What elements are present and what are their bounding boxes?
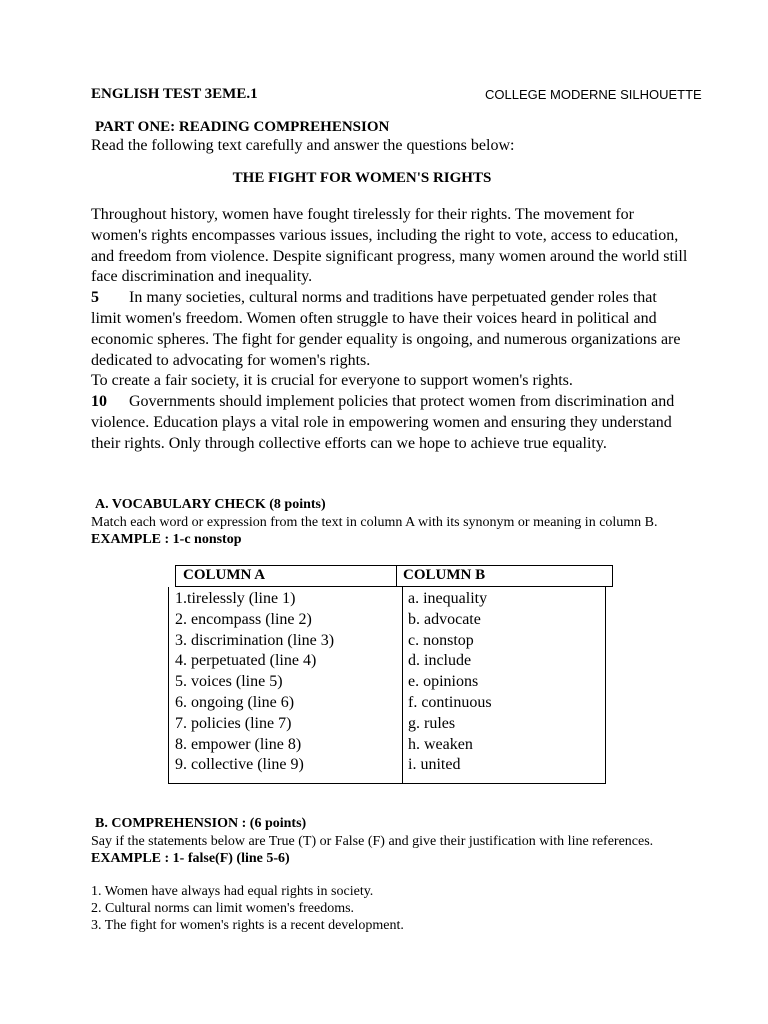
statement-item: 1. Women have always had equal rights in society.	[91, 884, 374, 899]
column-b-item: g. rules	[408, 714, 456, 732]
part-one-title: PART ONE: READING COMPREHENSION	[95, 119, 390, 135]
comprehension-instruction: Say if the statements below are True (T) or False (F) and give their justification with line references. EXAMPLE : 1- false(F) (line 5-6)	[91, 834, 654, 866]
column-a-item: 8. empower (line 8)	[175, 735, 302, 753]
column-a-item: 5. voices (line 5)	[175, 673, 283, 691]
column-a-item: 7. policies (line 7)	[175, 714, 292, 732]
vocabulary-example: EXAMPLE : 1-c nonstop	[91, 532, 242, 547]
column-a-item: 1.tirelessly (line 1)	[175, 590, 296, 607]
column-b	[402, 587, 606, 784]
line-number: 5	[91, 289, 99, 307]
line-number: 10	[91, 393, 107, 411]
column-a-item: 2. encompass (line 2)	[175, 610, 312, 628]
comprehension-example: EXAMPLE : 1- false(F) (line 5-6)	[91, 851, 290, 866]
school-name: COLLEGE MODERNE SILHOUETTE	[485, 87, 702, 102]
test-title: ENGLISH TEST 3EME.1	[91, 86, 258, 102]
part-one-instruction: Read the following text carefully and answer the questions below:	[91, 137, 515, 154]
column-b-item: f. continuous	[408, 693, 492, 711]
column-a-item: 4. perpetuated (line 4)	[175, 652, 317, 670]
column-a	[168, 587, 403, 784]
vocabulary-table	[168, 565, 613, 784]
column-b-item: c. nonstop	[408, 631, 474, 649]
column-b-item: a. inequality	[408, 590, 488, 607]
statement-item: 3. The fight for women's rights is a recent development.	[91, 918, 404, 933]
passage-title: THE FIGHT FOR WOMEN'S RIGHTS	[232, 170, 492, 186]
column-b-item: e. opinions	[408, 673, 479, 691]
passage-paragraph-4: 10 Governments should implement policies that protect women from discrimination and violence. Education plays a vital role in empowering women and ensuring they understand their rights. Only through collective efforts can we hope to achieve true equality.	[91, 393, 675, 452]
passage-paragraph-3: To create a fair society, it is crucial for everyone to support women's rights.	[91, 372, 573, 390]
statement-item: 2. Cultural norms can limit women's freedoms.	[91, 901, 355, 916]
column-b-item: h. weaken	[408, 735, 473, 753]
column-a-item: 3. discrimination (line 3)	[175, 631, 335, 649]
column-b-item: d. include	[408, 652, 472, 670]
passage-paragraph-1: Throughout history, women have fought tirelessly for their rights. The movement for women's rights encompasses various issues, including the right to vote, access to education, and freedom from violence. Despite significant progress, many women around the world still face discrimination and inequality.	[91, 206, 688, 286]
vocabulary-instruction: Match each word or expression from the text in column A with its synonym or meaning in column B. EXAMPLE : 1-c nonstop	[91, 515, 658, 547]
reading-passage	[91, 205, 691, 455]
vocabulary-title: A. VOCABULARY CHECK (8 points)	[95, 497, 326, 512]
column-a-item: 6. ongoing (line 6)	[175, 693, 295, 711]
statement-list	[91, 883, 404, 934]
comprehension-title: B. COMPREHENSION : (6 points)	[95, 816, 307, 831]
column-b-header: COLUMN B	[396, 565, 613, 587]
column-a-item: 9. collective (line 9)	[175, 756, 304, 774]
column-b-item: i. united	[408, 756, 461, 774]
column-b-item: b. advocate	[408, 610, 481, 628]
column-a-header: COLUMN A	[175, 565, 397, 587]
passage-paragraph-2: 5 In many societies, cultural norms and traditions have perpetuated gender roles that limit women's freedom. Women often struggle to have their voices heard in political and economic spheres. The fight for gender equality is ongoing, and numerous organizations are dedicated to advocating for women's rights.	[91, 289, 681, 369]
